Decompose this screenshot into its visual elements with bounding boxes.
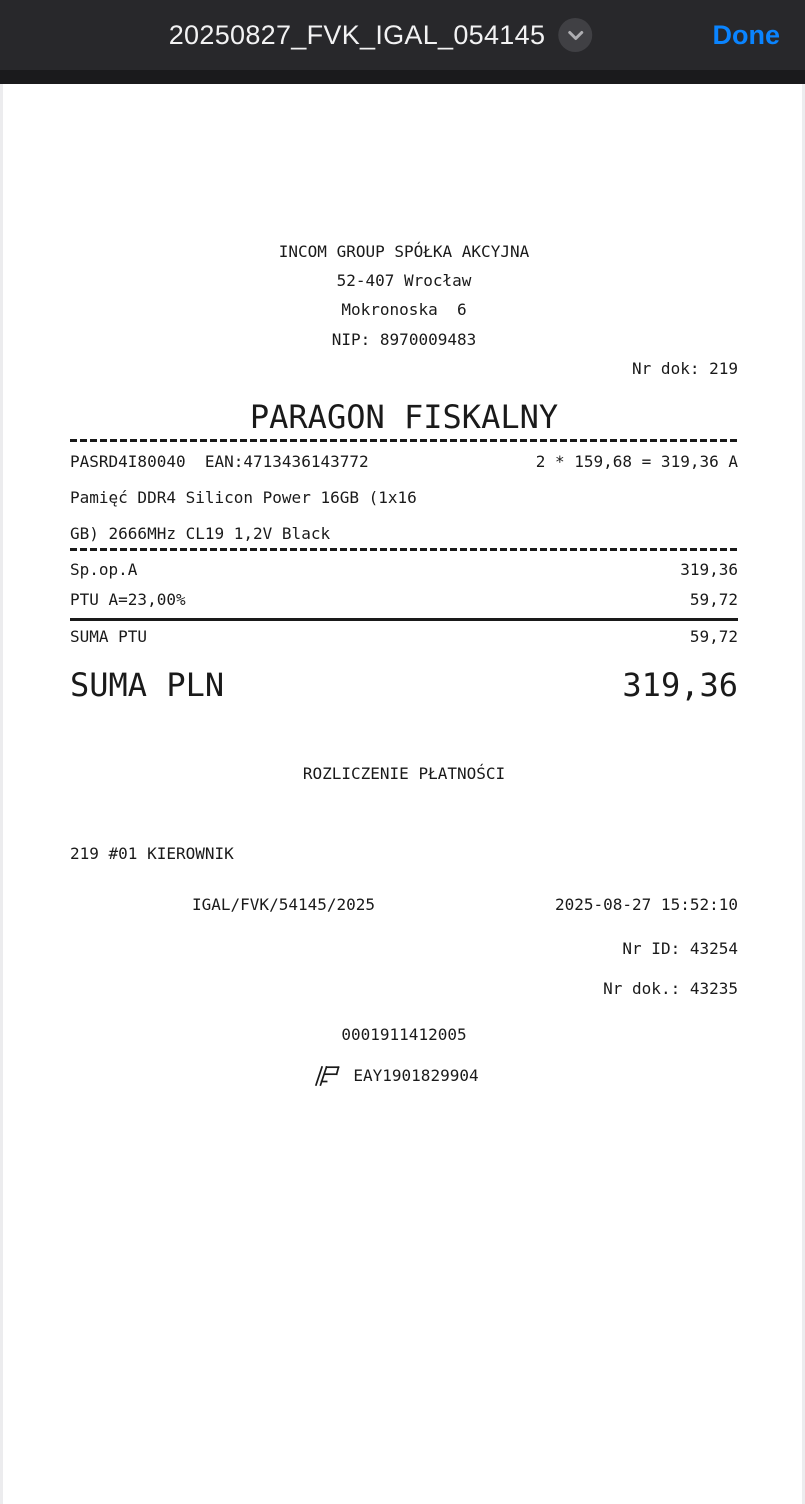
fiscal-logo-icon [313,1066,340,1086]
total-row-ptu [70,589,738,611]
item-code: PASRD4I80040 EAN:4713436143772 [70,452,369,471]
payment-section-title: ROZLICZENIE PŁATNOŚCI [302,764,506,783]
item-code-row [70,451,738,473]
fiscal-code-row [54,1062,738,1090]
receipt-document [3,84,802,1504]
total-label: SUMA PTU [70,627,148,646]
fiscal-code: EAY1901829904 [353,1066,479,1085]
done-button[interactable]: Done [713,0,781,70]
total-value: 59,72 [689,627,738,646]
fiscal-receipt-title: PARAGON FISKALNY [249,398,559,436]
device-code: 0001911412005 [341,1025,467,1044]
company-name: INCOM GROUP SPÓŁKA AKCYJNA [278,242,530,261]
grand-total-label: SUMA PLN [70,666,225,704]
total-row-suma-ptu [70,626,738,648]
document-title-group [169,0,593,70]
total-row-sp-op-a [70,559,738,581]
title-menu-button[interactable] [558,18,592,52]
top-bar-shadow-strip [0,70,805,84]
cashier-line: 219 #01 KIEROWNIK [70,844,234,863]
solid-divider [70,618,738,621]
dashed-divider [70,439,738,442]
item-name-line1: Pamięć DDR4 Silicon Power 16GB (1x16 [70,488,417,507]
chevron-down-icon [567,30,584,41]
preview-top-bar [0,0,805,70]
nr-dok-line: Nr dok.: 43235 [603,979,738,998]
company-postal-city: 52-407 Wrocław [336,271,472,290]
total-value: 319,36 [680,560,738,579]
item-qty-price: 2 * 159,68 = 319,36 A [535,452,738,471]
grand-total-value: 319,36 [622,666,738,704]
dashed-divider [70,548,738,551]
doc-ref: IGAL/FVK/54145/2025 [192,895,376,914]
company-nip: NIP: 8970009483 [331,330,477,349]
grand-total-row [70,665,738,705]
total-label: Sp.op.A [70,560,138,579]
document-title: 20250827_FVK_IGAL_054145 [168,19,546,50]
total-label: PTU A=23,00% [70,590,186,609]
item-name-line2: GB) 2666MHz CL19 1,2V Black [70,524,331,543]
nr-id-line: Nr ID: 43254 [622,939,738,958]
doc-datetime: 2025-08-27 15:52:10 [554,895,738,914]
doc-number: Nr dok: 219 [632,359,738,378]
total-value: 59,72 [689,590,738,609]
doc-ref-row [70,894,738,916]
company-street: Mokronoska 6 [341,300,467,319]
